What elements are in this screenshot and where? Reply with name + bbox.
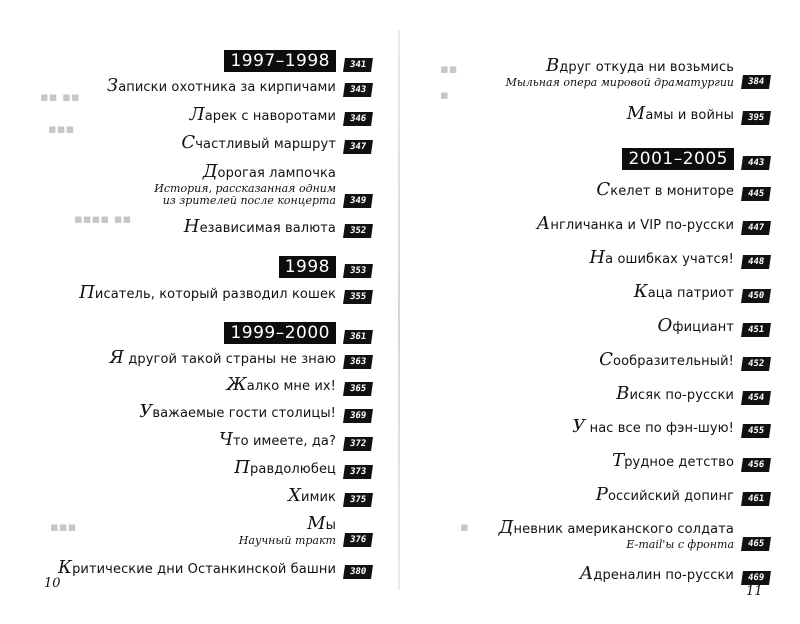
page-number: 369 <box>343 409 373 423</box>
entry-subtitle: E-mail'ы с фронта <box>626 537 734 551</box>
entry-title: Российский допинг <box>595 484 734 505</box>
page-number: 450 <box>741 289 771 303</box>
toc-entry[interactable] <box>239 514 372 547</box>
toc-entry[interactable] <box>572 417 770 438</box>
entry-title: Ларек с наворотами <box>189 104 336 125</box>
entry-title: Адреналин по-русски <box>579 563 734 584</box>
page-number: 465 <box>741 537 771 551</box>
period-label: 1998 <box>279 256 336 278</box>
entry-title: Вдруг откуда ни возьмись <box>545 55 734 76</box>
toc-entry[interactable] <box>596 180 770 201</box>
page-number: 372 <box>343 437 373 451</box>
toc-period-2001-2005[interactable] <box>622 148 770 170</box>
right-page <box>400 0 800 624</box>
toc-entry[interactable] <box>658 316 770 337</box>
toc-entry[interactable] <box>234 458 372 479</box>
entry-title: У нас все по фэн-шую! <box>572 416 734 437</box>
entry-title: Дневник американского солдата <box>498 517 734 538</box>
toc-period-1999-2000[interactable] <box>224 322 372 344</box>
entry-title: Записки охотника за кирпичами <box>106 75 336 96</box>
page-number: 395 <box>741 111 771 125</box>
toc-entry[interactable] <box>288 486 372 507</box>
entry-subtitle: Научный тракт <box>238 533 336 547</box>
period-label: 1999–2000 <box>224 322 336 344</box>
toc-period-1998[interactable] <box>279 256 372 278</box>
page-number: 352 <box>343 224 373 238</box>
toc-entry[interactable] <box>499 518 770 551</box>
entry-title: Писатель, который разводил кошек <box>79 282 336 303</box>
entry-title: Химик <box>288 485 336 506</box>
page-number: 445 <box>741 187 771 201</box>
page-number: 461 <box>741 492 771 506</box>
entry-title: Дорогая лампочка <box>202 161 336 182</box>
page-number: 375 <box>343 493 373 507</box>
bleed-through-mark: ▪▪▪ <box>50 520 77 535</box>
toc-entry[interactable] <box>190 105 372 126</box>
entry-title: Критические дни Останкинской башни <box>58 557 336 578</box>
entry-title: Англичанка и VIP по-русски <box>536 213 734 234</box>
period-label: 1997–1998 <box>224 50 336 72</box>
entry-title: Мы <box>307 513 336 534</box>
entry-title: Трудное детство <box>612 450 734 471</box>
page-number: 456 <box>741 458 771 472</box>
page-number: 448 <box>741 255 771 269</box>
page-number: 376 <box>343 533 373 547</box>
page-folio: 11 <box>746 584 763 599</box>
page-number: 452 <box>741 357 771 371</box>
entry-subtitle: История, рассказанная одним из зрителей после концерта <box>154 181 336 208</box>
entry-title: Независимая валюта <box>183 216 336 237</box>
bleed-through-mark: ▪ <box>460 520 469 535</box>
toc-entry[interactable] <box>580 564 770 585</box>
toc-entry[interactable] <box>596 485 770 506</box>
entry-title: Я другой такой страны не знаю <box>109 347 336 368</box>
entry-title: Мамы и войны <box>626 103 734 124</box>
toc-entry[interactable] <box>537 214 770 235</box>
toc-entry[interactable] <box>226 375 372 396</box>
toc-period-1997-1998[interactable] <box>224 50 372 72</box>
page-number: 355 <box>343 290 373 304</box>
toc-entry[interactable] <box>184 217 372 238</box>
page-number: 451 <box>741 323 771 337</box>
page-number: 380 <box>343 565 373 579</box>
toc-entry[interactable] <box>109 348 372 369</box>
entry-title: Скелет в мониторе <box>596 179 734 200</box>
bleed-through-mark: ▪▪ ▪▪ <box>40 90 80 105</box>
page-number: 343 <box>343 83 373 97</box>
page-number: 363 <box>343 355 373 369</box>
page-number: 373 <box>343 465 373 479</box>
page-number: 361 <box>343 330 373 344</box>
entry-title: Счастливый маршрут <box>181 132 336 153</box>
page-number: 384 <box>741 75 771 89</box>
page-number: 454 <box>741 391 771 405</box>
toc-entry[interactable] <box>599 350 770 371</box>
toc-entry[interactable] <box>634 282 770 303</box>
page-number: 347 <box>343 140 373 154</box>
entry-title: Правдолюбец <box>234 457 336 478</box>
toc-entry[interactable] <box>139 402 372 423</box>
page-number: 365 <box>343 382 373 396</box>
entry-title: Каца патриот <box>633 281 734 302</box>
page-number: 469 <box>741 571 771 585</box>
toc-entry[interactable] <box>219 430 372 451</box>
toc-entry[interactable] <box>79 283 372 304</box>
toc-entry[interactable] <box>506 56 770 89</box>
toc-entry[interactable] <box>154 162 372 208</box>
toc-entry[interactable] <box>589 248 770 269</box>
bleed-through-mark: ▪ <box>440 88 449 103</box>
period-label: 2001–2005 <box>622 148 734 170</box>
entry-subtitle: Мыльная опера мировой драматургии <box>505 75 734 89</box>
entry-title: Сообразительный! <box>599 349 734 370</box>
page-number: 455 <box>741 424 771 438</box>
toc-entry[interactable] <box>107 76 372 97</box>
bleed-through-mark: ▪▪▪ <box>48 122 75 137</box>
page-number: 349 <box>343 194 373 208</box>
entry-title: На ошибках учатся! <box>589 247 734 268</box>
page-number: 353 <box>343 264 373 278</box>
page-number: 447 <box>741 221 771 235</box>
page-number: 346 <box>343 112 373 126</box>
page-folio: 10 <box>44 576 61 591</box>
bleed-through-mark: ▪▪ <box>440 62 458 77</box>
entry-title: Уважаемые гости столицы! <box>139 401 336 422</box>
entry-title: Висяк по-русски <box>616 383 734 404</box>
toc-entry[interactable] <box>616 384 770 405</box>
toc-entry[interactable] <box>58 558 372 579</box>
bleed-through-mark: ▪▪▪▪ ▪▪ <box>74 212 132 227</box>
page-number: 341 <box>343 58 373 72</box>
toc-entry[interactable] <box>181 133 372 154</box>
page-number: 443 <box>741 156 771 170</box>
toc-entry[interactable] <box>627 104 770 125</box>
entry-title: Что имеете, да? <box>218 429 336 450</box>
toc-entry[interactable] <box>612 451 770 472</box>
entry-title: Официант <box>657 315 734 336</box>
entry-title: Жалко мне их! <box>226 374 336 395</box>
